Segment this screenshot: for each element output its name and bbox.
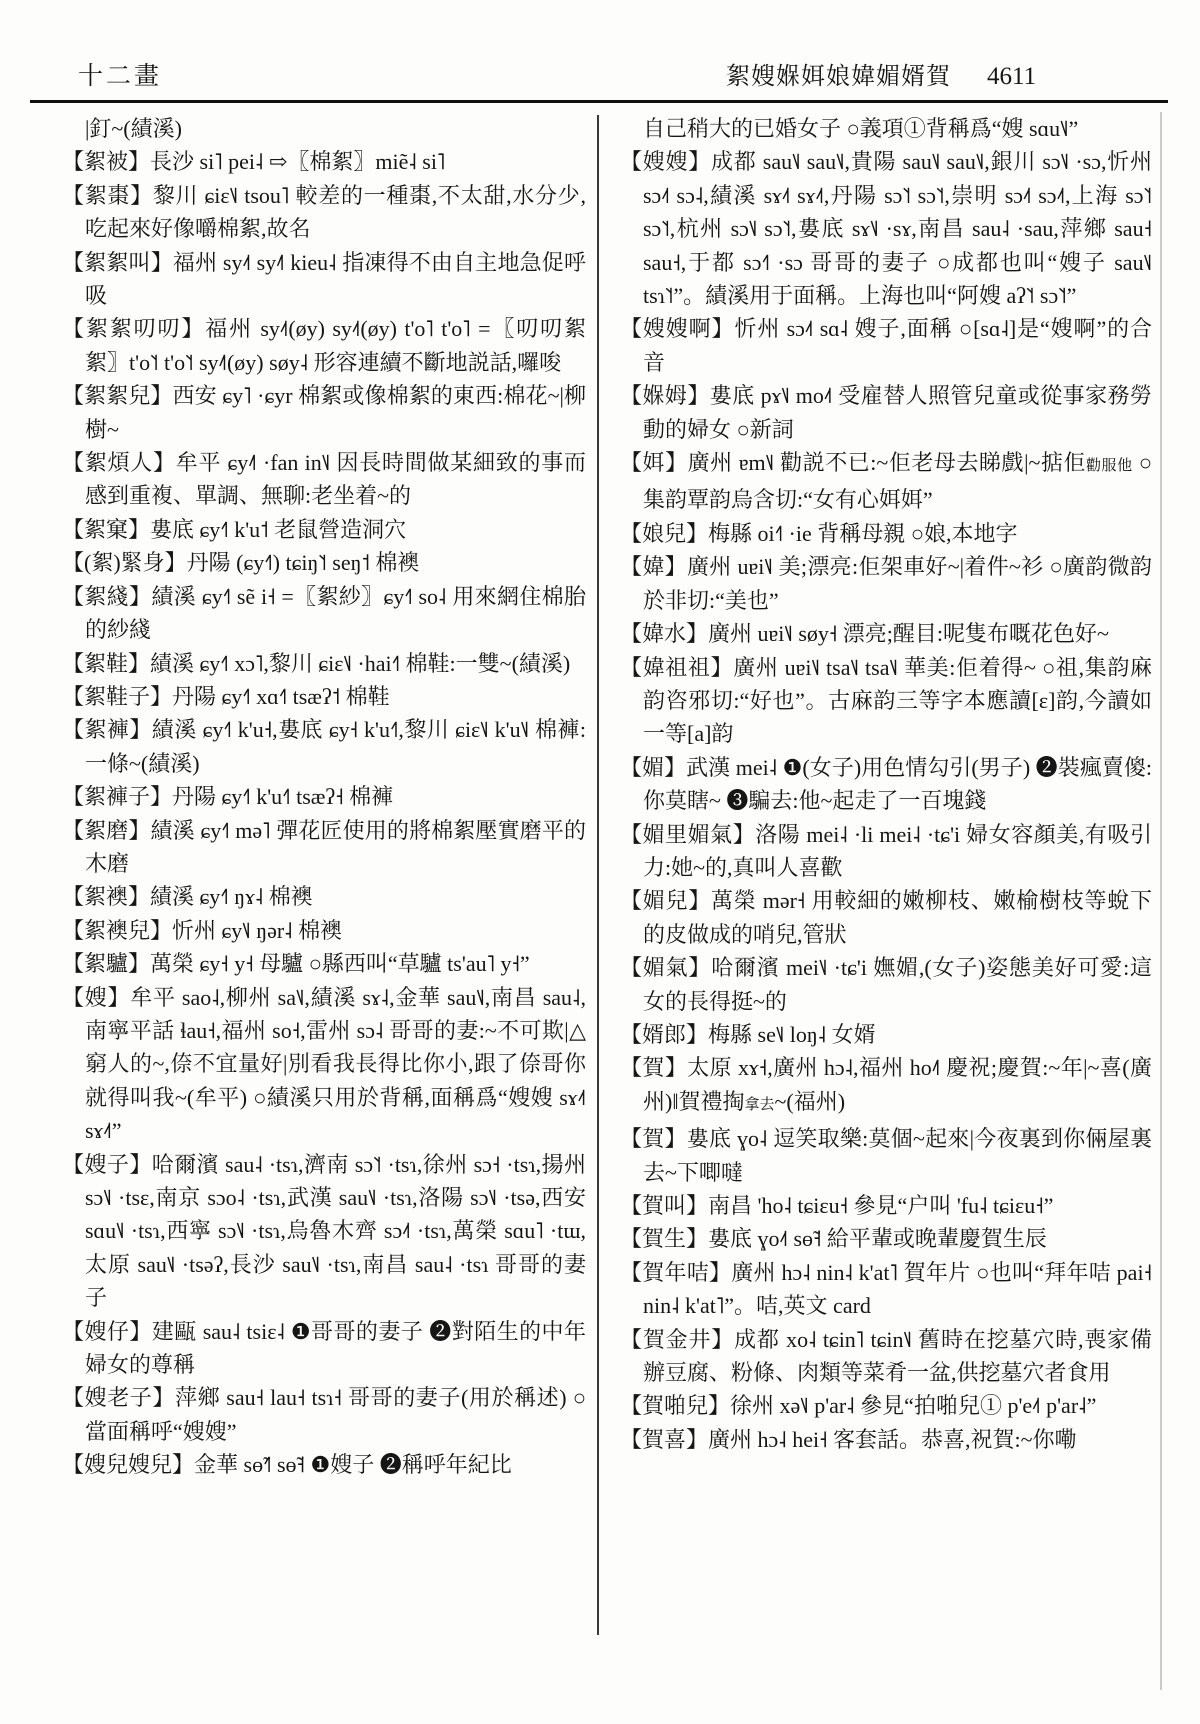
entry-body-text: 績溪 ɕy˧˥ mə˥ 彈花匠使用的將棉絮壓實磨平的木磨 [85, 817, 586, 876]
entry-headword: 【賀叫】 [620, 1193, 709, 1218]
entry-body-text: 哈爾濱 mei˥˩ ·tɕ'i 嫵媚,(女子)姿態美好可愛:這女的長得挺~的 [643, 955, 1152, 1014]
entry-headword: 【娘兒】 [620, 520, 709, 546]
entry-headword: 【絮煩人】 [62, 450, 176, 476]
entry-headword: 【絮鞋】 [62, 650, 151, 676]
dictionary-entry [62, 947, 586, 980]
entry-body-text: 牟平 ɕy˨˥ ·fan in˥˩ 因長時間做某細致的事而感到重複、單調、無聊:老坐着~的 [85, 450, 586, 509]
entry-body-text: 廣州 uɐi˥˩ 美;漂亮:佢架車好~|着件~衫 ○廣韵微韵於非切:“美也” [643, 554, 1152, 613]
entry-body-text: 福州 sy˨˦(øy) sy˨˦(øy) t'o˥ t'o˥ =〖叨叨絮絮〗t'o˥˦ t'o˥˦ sy˨˥(øy) søy˨ 形容連續不斷地説話,囉唆 [85, 316, 586, 375]
dictionary-entry [62, 880, 586, 913]
entry-body-text: 太原 xɤ˧,廣州 hɔ˨,福州 ho˨˥ 慶祝;慶賀:~年|~喜(廣州)‖賀禮掏 [643, 1055, 1152, 1114]
dictionary-entry [620, 312, 1152, 379]
page-edge-line [1160, 112, 1162, 1690]
entry-continuation [620, 112, 1152, 145]
entry-headword: 【絮褲子】 [62, 784, 173, 810]
dictionary-entry [620, 379, 1152, 446]
entry-continuation [62, 112, 586, 145]
dictionary-entry [62, 580, 586, 647]
dictionary-entry [620, 884, 1152, 951]
entry-headword: 【絮驢】 [62, 951, 151, 977]
entry-headword: 【絮棗】 [62, 182, 153, 208]
entry-headword: 【絮鞋子】 [62, 683, 173, 709]
entry-body-text: 婁底 pɤ˥˩ mo˨˦ 受雇替人照管兒童或從事家務勞動的婦女 ○新詞 [643, 383, 1152, 442]
entry-body-text: 廣州 uɐi˥˩ søy˧ 漂亮;醒目:呢隻布嘅花色好~ [708, 621, 1109, 647]
dictionary-entry [620, 1189, 1152, 1222]
dictionary-entry [62, 713, 586, 780]
entry-headword: 【(絮)緊身】 [62, 550, 187, 576]
dictionary-entry [62, 1381, 586, 1448]
dictionary-entry [62, 513, 586, 546]
entry-body-text: ~(福州) [774, 1088, 846, 1114]
entry-headword: 【絮絮叫】 [62, 249, 173, 275]
entry-body-text: 成都 sau˥˩ sau˥˩,貴陽 sau˥˩ sau˥˩,銀川 sɔ˥˩ ·sɔ,忻州 sɔ˨˦ sɔ˨,績溪 sɤ˨˦ sɤ˨˦,丹陽 sɔ˥˦ sɔ˥˦,崇明 sɔ˨˦ sɔ˨˦,上海 sɔ˥˦ sɔ˥˦,杭州 sɔ˥˩ sɔ˥˦,婁底 sɤ˥˩ ·sɤ,南昌 sau˨ ·sau,萍鄉 sau˧ sau˧,于都 sɔ˧˥ ·sɔ 哥哥的妻子 ○成都也叫“嫂子 sau˥˩ tsɿ˥˦”。績溪用于面稱。上海也叫“阿嫂 aʔ˥˦ sɔ˥˦” [643, 149, 1152, 309]
entry-headword: 【嫂嫂啊】 [620, 316, 735, 342]
dictionary-entry [620, 446, 1152, 517]
dictionary-entry [62, 647, 586, 680]
entry-body-text: 建甌 sau˨ tsiɛ˨ ❶哥哥的妻子 ❷對陌生的中年婦女的尊稱 [85, 1318, 586, 1378]
dictionary-entry [620, 550, 1152, 617]
entry-headword: 【絮窠】 [62, 516, 151, 542]
dictionary-entry [62, 379, 586, 446]
entry-headword: 【媁】 [620, 554, 687, 580]
entry-body-text: 績溪 ɕy˧˥ k'u˧,婁底 ɕy˧ k'u˧˥,黎川 ɕiɛ˥˩ k'u˥˩ 棉褲:一條~(績溪) [85, 717, 586, 776]
entry-body-text: 婁底 ɣo˨˦ sɵ̃˧ 給平輩或晚輩慶賀生辰 [708, 1226, 1047, 1252]
entry-headword: 【絮絮叨叨】 [62, 316, 206, 342]
entry-body-text: 萍鄉 sau˧ lau˧ tsɿ˧ 哥哥的妻子(用於稱述) ○當面稱呼“嫂嫂” [85, 1385, 586, 1444]
entry-headword: 【嫂】 [62, 984, 131, 1010]
entry-headword: 【婿郎】 [620, 1021, 709, 1047]
entry-headword: 【賀】 [620, 1055, 688, 1081]
dictionary-entry [620, 751, 1152, 818]
dictionary-entry [620, 145, 1152, 312]
dictionary-entry [62, 780, 586, 813]
entry-headword: 【賀喜】 [620, 1426, 709, 1452]
dictionary-entry [620, 1222, 1152, 1255]
dictionary-entry [62, 246, 586, 313]
dictionary-entry [62, 546, 586, 579]
entry-headword: 【嫂嫂】 [620, 149, 712, 175]
entry-headword: 【絮襖】 [62, 884, 151, 910]
entry-body-text: 成都 xo˨ tɕin˥ tɕin˥˩ 舊時在挖墓穴時,喪家備辦豆腐、粉條、肉類等菜肴一盆,供挖墓穴者食用 [643, 1326, 1152, 1386]
entry-body-text: 牟平 sao˨,柳州 sa˥˩,績溪 sɤ˨,金華 sau˥˩,南昌 sau˨,南寧平話 ɬau˧,福州 so˧,雷州 sɔ˨ 哥哥的妻:~不可欺|△窮人的~,倷不宜量好|別看我長得比你小,跟了倷哥你就得叫我~(牟平) ○績溪只用於背稱,面稱爲“嫂嫂 sɤ˨˦ sɤ˨˦” [85, 984, 586, 1144]
entry-body-text: ○集韵覃韵烏含切:“女有心㛅㛅” [643, 450, 1152, 513]
dictionary-entry [62, 446, 586, 513]
entry-body-text: 長沙 si˥ pei˨ ⇨〖棉絮〗miẽ˨ si˥ [150, 149, 446, 175]
section-label: 十二畫 [78, 63, 163, 90]
dictionary-entry [620, 617, 1152, 650]
entry-body-text: 徐州 xə˥˩ p'ar˨ 參見“拍啪兒① p'e˨˦ p'ar˨” [730, 1393, 1097, 1419]
entry-headword: 【嫂兒嫂兒】 [62, 1452, 195, 1478]
dictionary-entry [620, 1018, 1152, 1051]
entry-body-text: 丹陽 ɕy˧˥ xɑ˧˥ tsæʔ˦ 棉鞋 [172, 683, 390, 709]
entry-headword: 【媚里媚氣】 [620, 821, 756, 847]
column-left [62, 112, 586, 1482]
dictionary-entry [62, 680, 586, 713]
entry-headword: 【賀生】 [620, 1226, 709, 1252]
entry-body-text: 績溪 ɕy˧˥ sẽ i˧ =〖絮紗〗ɕy˧˥ so˨ 用來網住棉胎的紗綫 [85, 583, 586, 643]
entry-body-text: 廣州 hɔ˨ nin˨ k'at˥ 賀年片 ○也叫“拜年咭 pai˧ nin˨ k'at˥”。咭,英文 card [643, 1259, 1152, 1319]
entry-headword: 【賀】 [620, 1126, 687, 1152]
entry-body-text: |釘~(績溪) [85, 116, 182, 141]
entry-body-text: 西安 ɕy˥ ·ɕyr 棉絮或像棉絮的東西:棉花~|柳樹~ [85, 383, 586, 442]
entry-headword: 【嫂仔】 [62, 1318, 152, 1344]
entry-body-text: 績溪 ɕy˧˥ ŋɤ˨ 棉襖 [150, 884, 313, 910]
entry-body-text: 梅縣 se˥˩ loŋ˨ 女婿 [708, 1021, 876, 1047]
entry-small-gloss: 拿去 [744, 1096, 775, 1113]
entry-body-text: 南昌 'ho˨ tɕiɛu˧ 參見“户叫 'fu˨ tɕiɛu˧” [708, 1193, 1054, 1218]
entry-headword: 【媚】 [620, 754, 687, 780]
entry-headword: 【㛅】 [620, 450, 688, 476]
entry-body-text: 廣州 uɐi˥˩ tsa˥˩ tsa˥˩ 華美:佢着得~ ○祖,集韵麻韵咨邪切:“好也”。古麻韵三等字本應讀[ɛ]韵,今讀如一等[a]韵 [643, 654, 1152, 747]
entry-body-text: 丹陽 (ɕy˧˥) tɕiŋ˥˦ seŋ˦ 棉襖 [186, 550, 420, 576]
entry-body-text: 武漢 mei˨ ❶(女子)用色情勾引(男子) ❷裝瘋賣傻:你莫瞎~ ❸騙去:他~起走了一百塊錢 [643, 754, 1152, 814]
entry-body-text: 萬榮 ɕy˧ y˧ 母驢 ○縣西叫“草驢 ts'au˥ y˧” [150, 951, 530, 977]
entry-headword: 【絮磨】 [62, 817, 151, 843]
column-right [620, 112, 1152, 1456]
header-rule [30, 100, 1168, 103]
entry-body-text: 廣州 ɐm˥˩ 勸説不已:~佢老母去睇戲|~掂佢 [687, 450, 1087, 476]
entry-headword: 【絮絮兒】 [62, 383, 173, 409]
entry-headword: 【絮被】 [62, 149, 151, 175]
entry-body-text: 自己稍大的已婚女子 ○義項①背稱爲“嫂 sɑu˥˩” [643, 116, 1079, 141]
entry-headword: 【賀金井】 [620, 1326, 735, 1352]
entry-headword: 【媚兒】 [620, 888, 711, 914]
dictionary-entry [620, 818, 1152, 885]
dictionary-entry [620, 651, 1152, 751]
dictionary-entry [62, 814, 586, 881]
entry-body-text: 黎川 ɕiɛ˥˩ tsou˥ 較差的一種棗,不太甜,水分少,吃起來好像嚼棉絮,故名 [85, 182, 586, 242]
entry-headword: 【賀年咭】 [620, 1259, 732, 1285]
entry-body-text: 績溪 ɕy˧˥ xɔ˥,黎川 ɕiɛ˥˩ ·hai˧˥ 棉鞋:一雙~(績溪) [150, 650, 571, 676]
entry-body-text: 忻州 ɕy˥˩ ŋər˨ 棉襖 [172, 917, 343, 943]
entry-headword: 【嫂子】 [62, 1151, 152, 1177]
entry-body-text: 丹陽 ɕy˧˥ k'u˧˥ tsæʔ˧ 棉褲 [172, 784, 394, 810]
entry-headword: 【絮襖兒】 [62, 917, 173, 943]
dictionary-entry [620, 1256, 1152, 1323]
column-divider [597, 115, 599, 1635]
entry-body-text: 洛陽 mei˨ ·li mei˨ ·tɕ'i 婦女容顏美,有吸引力:她~的,真叫人喜歡 [643, 821, 1152, 880]
dictionary-entry [620, 1423, 1152, 1456]
entry-headword: 【嫂老子】 [62, 1385, 175, 1411]
entry-headword: 【媁水】 [620, 621, 709, 647]
dictionary-entry [62, 914, 586, 947]
entry-headword: 【絮綫】 [62, 583, 152, 609]
dictionary-entry [62, 1448, 586, 1481]
entry-headword: 【絮褲】 [62, 717, 152, 743]
entry-body-text: 萬榮 mər˧ 用較細的嫩柳枝、嫩榆樹枝等蛻下的皮做成的哨兒,管狀 [643, 888, 1152, 947]
entry-body-text: 忻州 sɔ˨˦ sɑ˨ 嫂子,面稱 ○[sɑ˨]是“嫂啊”的合音 [643, 316, 1152, 375]
dictionary-entry [62, 145, 586, 178]
entry-body-text: 金華 sɵ̃˧˥ sɵ̃˧ ❶嫂子 ❷稱呼年紀比 [194, 1452, 512, 1478]
dictionary-entry [620, 951, 1152, 1018]
dictionary-entry [62, 179, 586, 246]
entry-headword: 【媬姆】 [620, 383, 710, 409]
entry-body-text: 婁底 ɕy˧˥ k'u˦ 老鼠營造洞穴 [150, 516, 407, 542]
entry-small-gloss: 勸服他 [1086, 458, 1133, 475]
index-chars: 絮嫂媬㛅娘媁媚婿賀 [726, 64, 951, 90]
dictionary-entry [62, 981, 586, 1148]
dictionary-entry [620, 1323, 1152, 1390]
dictionary-entry [620, 517, 1152, 550]
dictionary-entry [620, 1389, 1152, 1422]
dictionary-entry [62, 1315, 586, 1382]
entry-body-text: 廣州 hɔ˨ hei˧ 客套話。恭喜,祝賀:~你嘞 [708, 1426, 1077, 1452]
dictionary-entry [62, 1148, 586, 1315]
entry-body-text: 婁底 ɣo˨ 逗笑取樂:莫個~起來|今夜裏到你倆屋裏去~下唧噠 [643, 1126, 1152, 1185]
page-number: 4611 [987, 63, 1037, 90]
entry-body-text: 福州 sy˨˦ sy˨˥ kieu˨ 指凍得不由自主地急促呼吸 [85, 249, 586, 309]
entry-headword: 【賀啪兒】 [620, 1393, 731, 1419]
entry-headword: 【媁祖祖】 [620, 654, 734, 680]
entry-headword: 【媚氣】 [620, 955, 712, 981]
dictionary-entry [620, 1122, 1152, 1189]
entry-body-text: 哈爾濱 sau˨ ·tsɿ,濟南 sɔ˥˦ ·tsɿ,徐州 sɔ˧ ·tsɿ,揚州 sɔ˥˩ ·tsɛ,南京 sɔo˨ ·tsɿ,武漢 sau˥˩ ·tsɿ,洛陽 sɔ˥˩ ·tsə,西安 sɑu˥˩ ·tsɿ,西寧 sɔ˥˩ ·tsɿ,烏魯木齊 sɔ˨˦ ·tsɿ,萬榮 sɑu˥ ·tɯ,太原 sau˥˩ ·tsəʔ,長沙 sau˥˩ ·tsɿ,南昌 sau˨ ·tsɿ 哥哥的妻子 [85, 1151, 586, 1311]
entry-body-text: 梅縣 oi˧˥ ·ie 背稱母親 ○娘,本地字 [708, 520, 1018, 546]
dictionary-entry [62, 312, 586, 379]
page-header-right [726, 56, 1036, 91]
dictionary-entry [620, 1051, 1152, 1122]
